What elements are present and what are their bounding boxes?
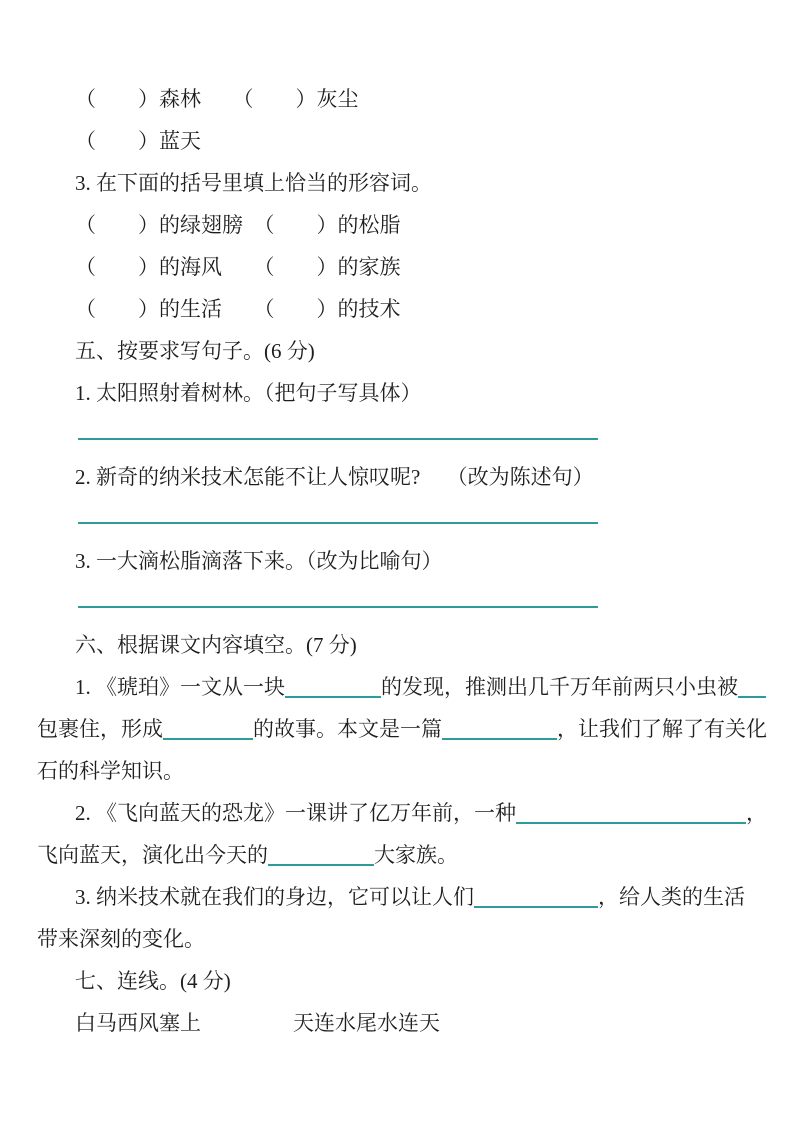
section-6-question-3-line-1 — [37, 876, 773, 918]
section-5-answer-line-1-rule — [78, 438, 598, 440]
section-6-question-1-line-1-blank-3 — [738, 678, 766, 698]
section-6-question-2-line-1-text-0: 2. 《飞向蓝天的恐龙》一课讲了亿万年前，一种 — [75, 801, 516, 825]
match-right-item-1: 天连水尾水连天 — [293, 1011, 440, 1035]
section-6-question-3-line-1-blank-1 — [474, 888, 598, 908]
section-6-question-1-line-1-blank-1 — [285, 678, 381, 698]
adjective-brackets-row-1: （ ）的绿翅膀 （ ）的松脂 — [75, 213, 401, 237]
section-5-heading: 五、按要求写句子。(6 分) — [75, 339, 315, 363]
section-5-question-1: 1. 太阳照射着树林。（把句子写具体） — [75, 381, 422, 405]
section-6-question-2-line-2-text-2: 大家族。 — [374, 843, 458, 867]
section-5-answer-line-1 — [37, 414, 773, 456]
section-6-question-1-line-2-text-0: 包裹住，形成 — [37, 717, 163, 741]
section-5-question-3: 3. 一大滴松脂滴落下来。（改为比喻句） — [75, 549, 443, 573]
section-5-question-2: 2. 新奇的纳米技术怎能不让人惊叹呢? （改为陈述句） — [75, 465, 594, 489]
section-7-match-row-1 — [37, 1002, 773, 1044]
section-6-question-2-line-1-blank-1 — [516, 804, 746, 824]
section-6-question-1-line-2-text-2: 的故事。本文是一篇 — [253, 717, 442, 741]
section-6-question-1-line-2-blank-1 — [163, 720, 253, 740]
section-6-question-1-line-2-blank-3 — [442, 720, 557, 740]
section-6-question-1-line-3: 石的科学知识。 — [37, 759, 184, 783]
section-6-question-1-line-2 — [37, 708, 773, 750]
section-6-question-2-line-1-text-2: ， — [746, 801, 767, 825]
section-6-question-3-line-2: 带来深刻的变化。 — [37, 927, 205, 951]
section-5-answer-line-2 — [37, 498, 773, 540]
q3-prompt: 3. 在下面的括号里填上恰当的形容词。 — [75, 171, 432, 195]
section-5-answer-line-3-rule — [78, 606, 598, 608]
word-brackets-row-2: （ ）蓝天 — [75, 129, 201, 153]
section-6-heading: 六、根据课文内容填空。(7 分) — [75, 633, 357, 657]
section-6-question-1-line-1 — [37, 666, 773, 708]
adjective-brackets-row-2: （ ）的海风 （ ）的家族 — [75, 255, 401, 279]
match-left-item-1: 白马西风塞上 — [75, 1011, 201, 1035]
section-5-answer-line-2-rule — [78, 522, 598, 524]
section-6-question-1-line-2-text-4: ，让我们了解了有关化 — [557, 717, 767, 741]
section-6-question-1-line-1-text-2: 的发现，推测出几千万年前两只小虫被 — [381, 675, 738, 699]
section-6-question-2-line-1 — [37, 792, 773, 834]
section-5-answer-line-3 — [37, 582, 773, 624]
section-6-question-1-line-1-text-0: 1. 《琥珀》一文从一块 — [75, 675, 285, 699]
section-6-question-2-line-2 — [37, 834, 773, 876]
word-brackets-row-1: （ ）森林 （ ）灰尘 — [75, 87, 359, 111]
section-6-question-3-line-1-text-0: 3. 纳米技术就在我们的身边，它可以让人们 — [75, 885, 474, 909]
section-6-question-2-line-2-text-0: 飞向蓝天，演化出今天的 — [37, 843, 268, 867]
section-6-question-3-line-1-text-2: ，给人类的生活 — [598, 885, 745, 909]
adjective-brackets-row-3: （ ）的生活 （ ）的技术 — [75, 297, 401, 321]
section-6-question-2-line-2-blank-1 — [268, 846, 374, 866]
section-7-match-row-1-gap-1 — [201, 1029, 293, 1030]
section-7-heading: 七、连线。(4 分) — [75, 969, 231, 993]
